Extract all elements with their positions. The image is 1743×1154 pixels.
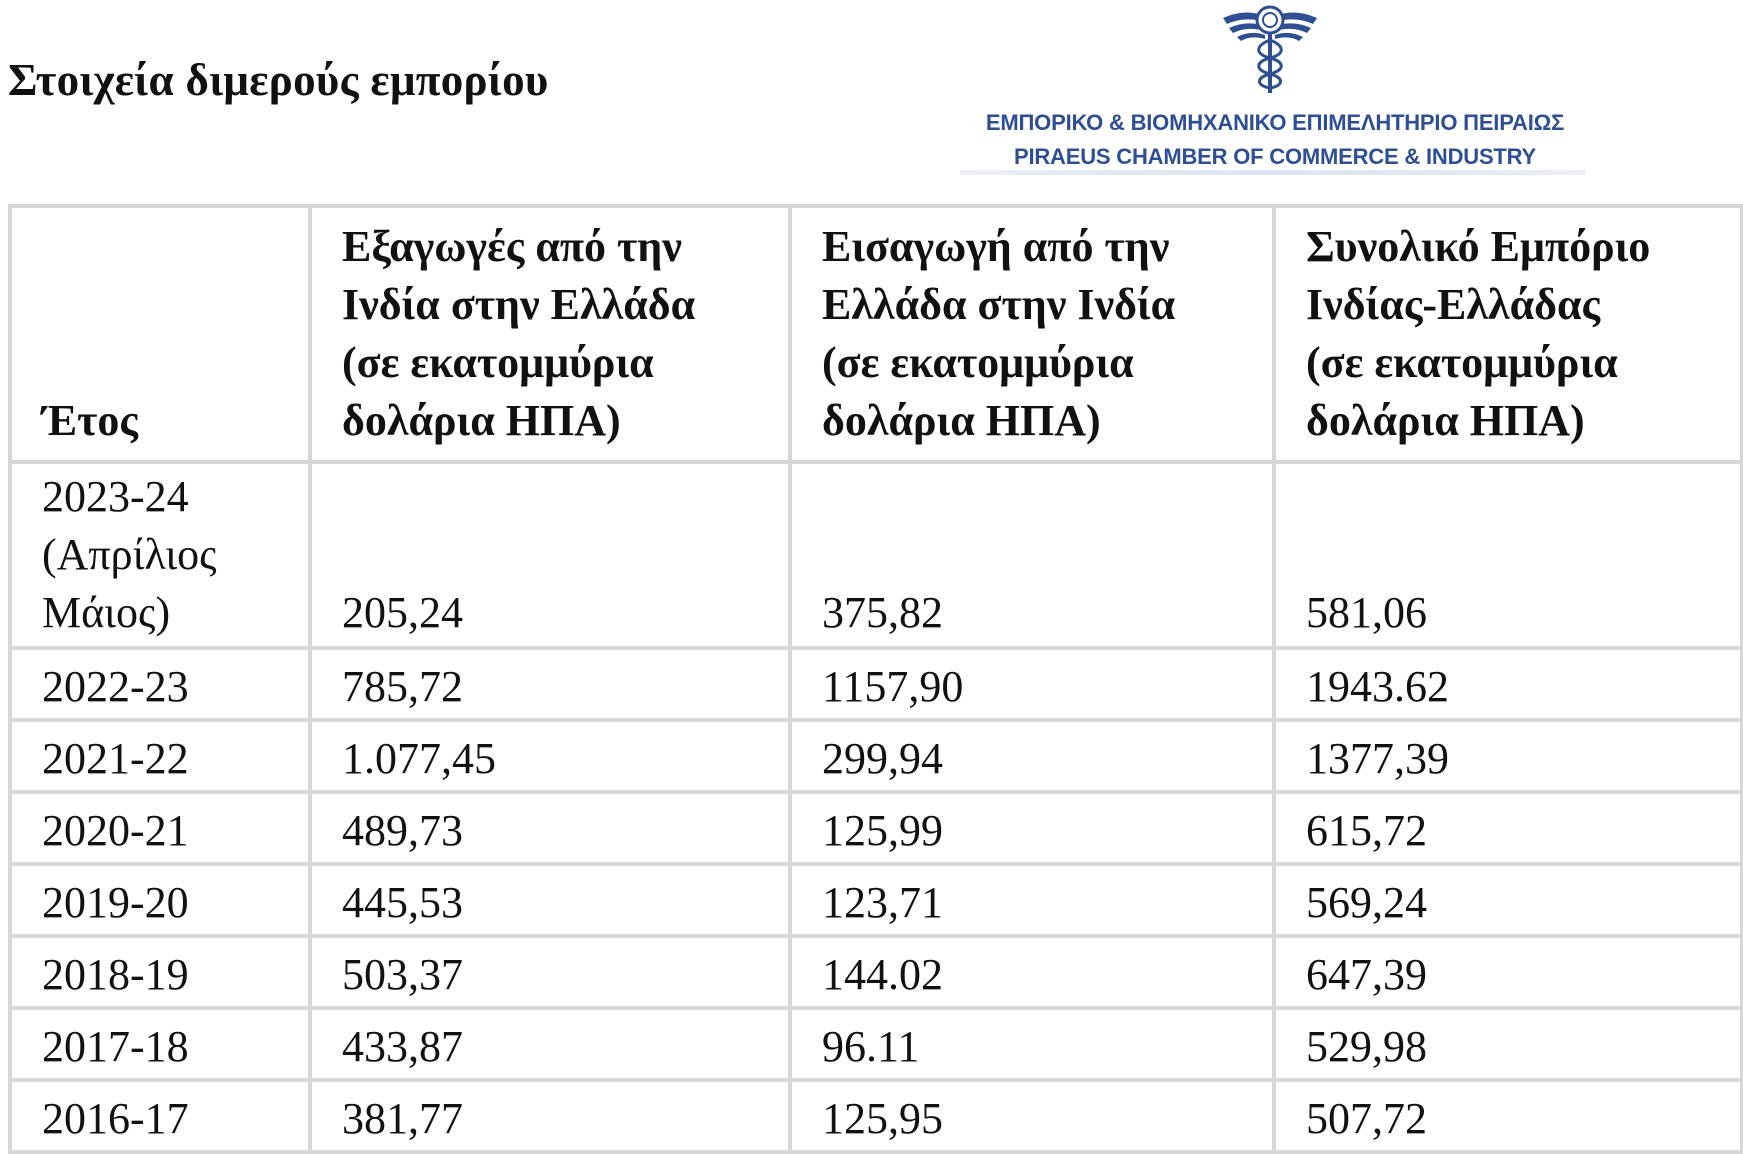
total-cell: 1377,39	[1274, 720, 1742, 792]
total-cell: 529,98	[1274, 1008, 1742, 1080]
table-row	[10, 936, 1742, 1008]
year-cell: 2017-18	[10, 1008, 310, 1080]
total-cell: 615,72	[1274, 792, 1742, 864]
exports-cell: 785,72	[310, 648, 790, 720]
table-row	[10, 864, 1742, 936]
logo-text-greek: ΕΜΠΟΡΙΚΟ & ΒΙΟΜΗΧΑΝΙΚΟ ΕΠΙΜΕΛΗΤΗΡΙΟ ΠΕΙΡΑΙΩΣ	[985, 110, 1565, 135]
imports-cell: 123,71	[790, 864, 1274, 936]
bilateral-trade-table	[8, 204, 1743, 1154]
imports-cell: 125,99	[790, 792, 1274, 864]
year-cell: 2018-19	[10, 936, 310, 1008]
year-cell: 2021-22	[10, 720, 310, 792]
table-row	[10, 1080, 1742, 1152]
year-cell: 2022-23	[10, 648, 310, 720]
exports-cell: 489,73	[310, 792, 790, 864]
table-row	[10, 648, 1742, 720]
year-cell: 2019-20	[10, 864, 310, 936]
header-imports: Εισαγωγή από την Ελλάδα στην Ινδία (σε εκατομμύρια δολάρια ΗΠΑ)	[790, 206, 1274, 462]
imports-cell: 299,94	[790, 720, 1274, 792]
table-row	[10, 792, 1742, 864]
total-cell: 647,39	[1274, 936, 1742, 1008]
header-total: Συνολικό Εμπόριο Ινδίας-Ελλάδας (σε εκατομμύρια δολάρια ΗΠΑ)	[1274, 206, 1742, 462]
page-title: Στοιχεία διμερούς εμπορίου	[8, 55, 549, 105]
chamber-emblem-icon	[1215, 0, 1325, 100]
total-cell: 1943.62	[1274, 648, 1742, 720]
table-row	[10, 462, 1742, 648]
imports-cell: 96.11	[790, 1008, 1274, 1080]
header-year: Έτος	[10, 206, 310, 462]
exports-cell: 433,87	[310, 1008, 790, 1080]
exports-cell: 503,37	[310, 936, 790, 1008]
year-cell: 2023-24 (Απρίλιος Μάιος)	[10, 462, 310, 648]
imports-cell: 1157,90	[790, 648, 1274, 720]
table-header-row	[10, 206, 1742, 462]
imports-cell: 125,95	[790, 1080, 1274, 1152]
imports-cell: 375,82	[790, 462, 1274, 648]
year-cell: 2016-17	[10, 1080, 310, 1152]
total-cell: 507,72	[1274, 1080, 1742, 1152]
logo-text-english: PIRAEUS CHAMBER OF COMMERCE & INDUSTRY	[1013, 144, 1537, 169]
chamber-logo	[960, 0, 1590, 178]
year-cell: 2020-21	[10, 792, 310, 864]
exports-cell: 445,53	[310, 864, 790, 936]
total-cell: 569,24	[1274, 864, 1742, 936]
exports-cell: 205,24	[310, 462, 790, 648]
exports-cell: 381,77	[310, 1080, 790, 1152]
table-row	[10, 1008, 1742, 1080]
exports-cell: 1.077,45	[310, 720, 790, 792]
total-cell: 581,06	[1274, 462, 1742, 648]
header-exports: Εξαγωγές από την Ινδία στην Ελλάδα (σε εκατομμύρια δολάρια ΗΠΑ)	[310, 206, 790, 462]
logo-underbar	[960, 170, 1586, 175]
imports-cell: 144.02	[790, 936, 1274, 1008]
table-row	[10, 720, 1742, 792]
